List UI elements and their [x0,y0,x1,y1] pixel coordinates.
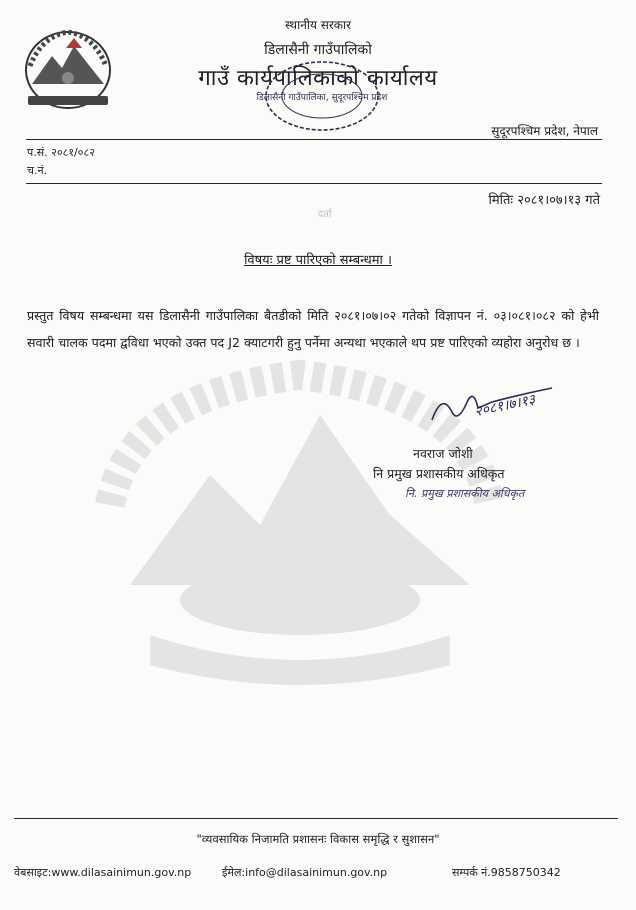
province-label: सुदूरपश्चिम प्रदेश, नेपाल [491,124,598,138]
reference-number: प.सं. २०८१/०८२ [27,146,95,159]
signature-date-note: २०८१।७।१३ [473,391,537,421]
office-stamp-text: डिलासैनी गाउँपालिका, सुदूरपश्चिम प्रदेश [256,93,388,103]
reference-divider [26,183,602,184]
header-divider [26,139,602,140]
office-stamp-icon [252,54,392,138]
footer-phone: सम्पर्क नं.9858750342 [452,866,561,879]
header-office-title: गाउँ कार्यपालिकाको कार्यालय [198,66,438,91]
letter-body: प्रस्तुत विषय सम्बन्धमा यस डिलासैनी गाउँपालिका बैतडीको मिति २०८१।०७।०२ गतेको विज्ञापन नं. ०३।०८१।०८२ को हेभी सवारी चालक पदमा द्वविधा भएको उक्त पद J2 क्याटगरी हुनु पर्नेमा अन्यथा भएकाले थप प्रष्ट पारिएको व्यहोरा अनुरोध छ । [27,308,599,350]
footer-motto: "व्यवसायिक निजामति प्रशासनः विकास समृद्धि र सुशासन" [196,832,440,846]
header-government-label: स्थानीय सरकार [285,18,351,32]
subject-text: विषयः प्रष्ट पारिएको सम्बन्धमा । [244,253,392,268]
signer-designation-stamp: नि. प्रमुख प्रशासकीय अधिकृत [405,487,525,500]
letter-date: मितिः २०८१।०७।१३ गते [488,193,600,208]
footer-website: वेबसाइट:www.dilasainimun.gov.np [14,866,192,879]
dispatch-number: च.नं. [27,164,48,177]
footer-divider [14,818,618,819]
signer-title: नि प्रमुख प्रशासकीय अधिकृत [373,466,505,481]
letter-subject [0,250,636,268]
header-municipality-name: डिलासैनी गाउँपालिको [264,42,372,58]
signer-name: नवराज जोशी [413,446,473,461]
faint-registration-stamp: दर्ता [318,209,332,220]
footer-email: ईमेल:info@dilasainimun.gov.np [222,866,388,879]
